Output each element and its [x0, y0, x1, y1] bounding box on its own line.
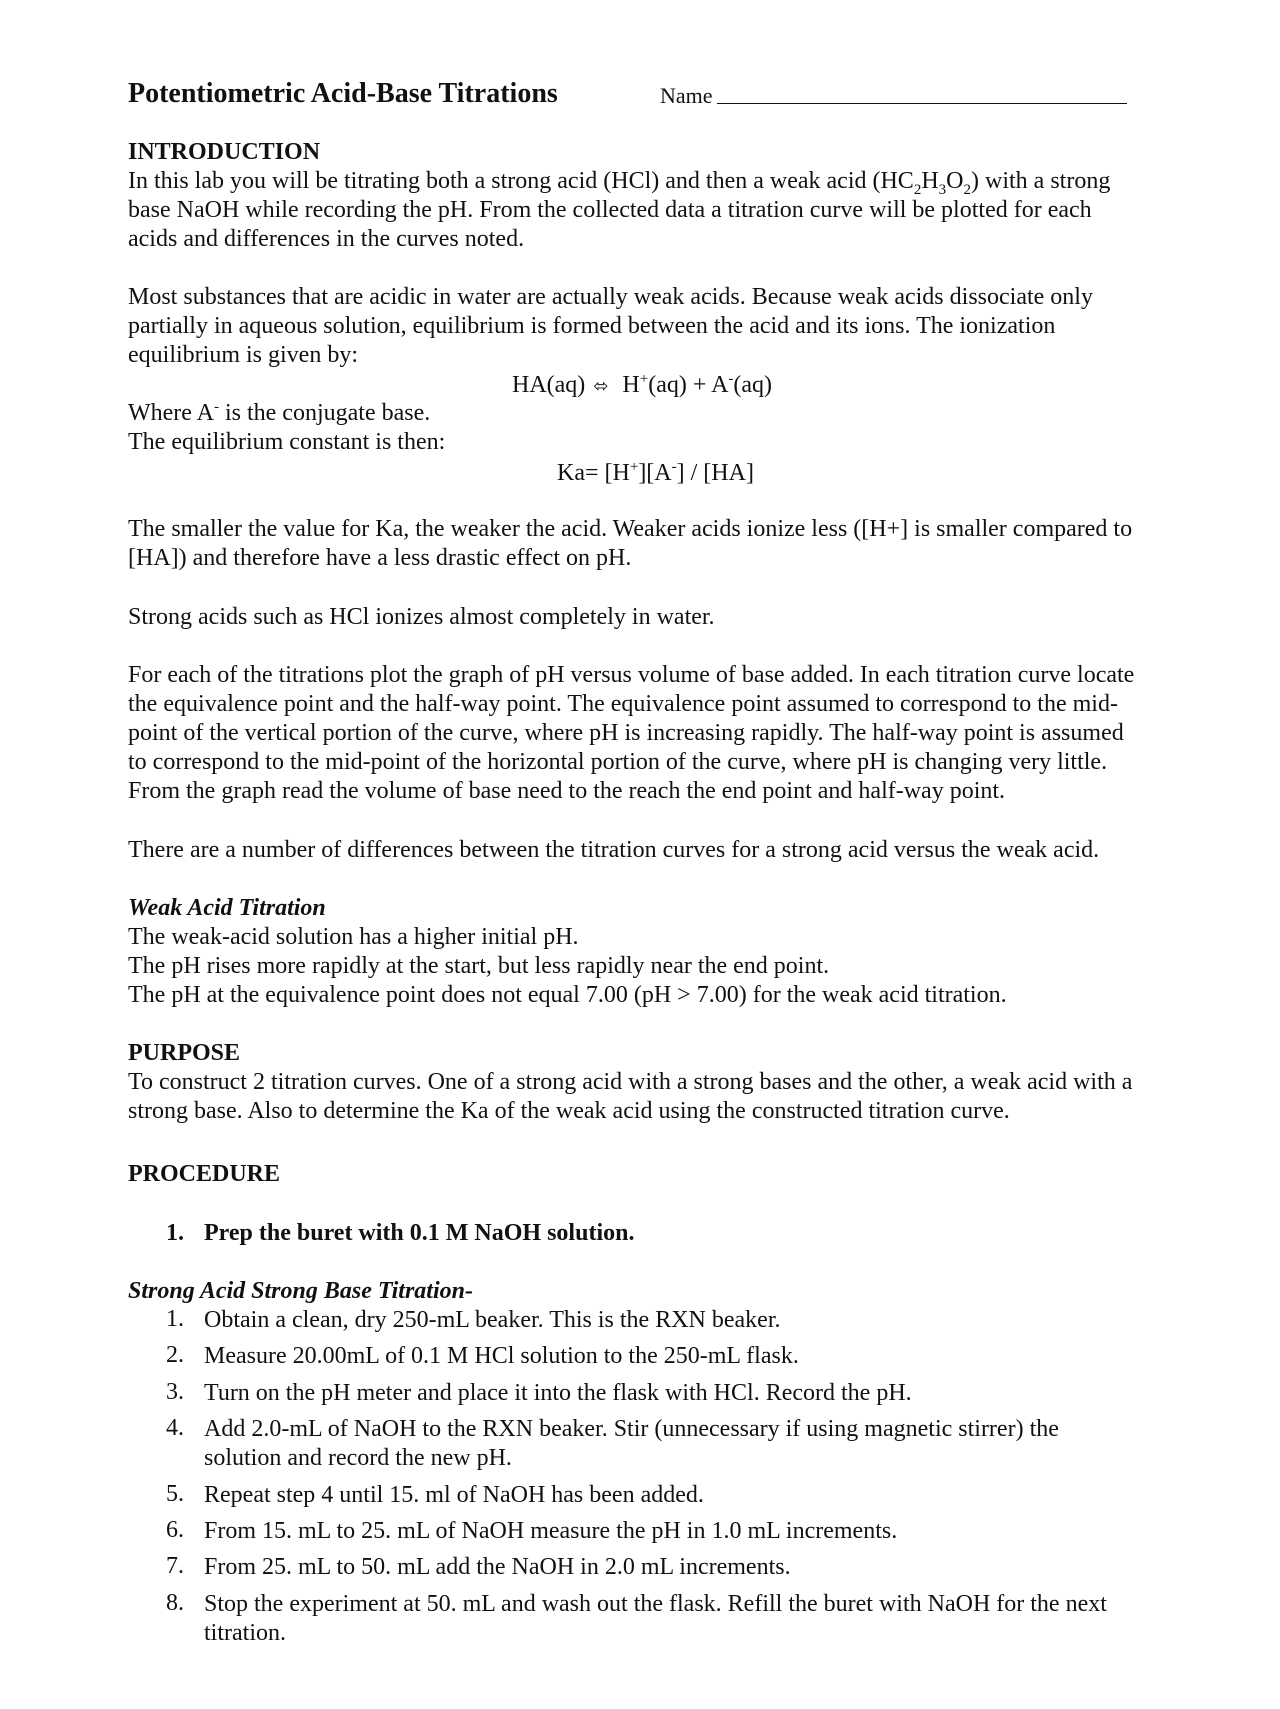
weak-acid-line1: The weak-acid solution has a higher initial pH.	[128, 924, 579, 950]
document-title: Potentiometric Acid-Base Titrations	[128, 78, 558, 109]
intro-p5-line5: From the graph read the volume of base need to the reach the end point and half-way point.	[128, 778, 1006, 804]
name-label: Name	[660, 83, 713, 108]
procedure-item-7-text: From 25. mL to 50. mL add the NaOH in 2.0 mL increments.	[204, 1554, 791, 1580]
intro-p3-line2: [HA]) and therefore have a less drastic effect on pH.	[128, 545, 632, 571]
procedure-item-1-number: 1.	[166, 1306, 184, 1332]
purpose-heading: PURPOSE	[128, 1040, 241, 1066]
conjugate-base-line: Where A- is the conjugate base.	[128, 399, 431, 426]
strong-acid-subheading: Strong Acid Strong Base Titration-	[128, 1278, 473, 1304]
procedure-item-4-number: 4.	[166, 1415, 184, 1441]
procedure-item-2-number: 2.	[166, 1342, 184, 1368]
weak-acid-heading: Weak Acid Titration	[128, 895, 326, 921]
intro-paragraph-1	[128, 167, 1208, 254]
procedure-item-8-text-line1: Stop the experiment at 50. mL and wash out the flask. Refill the buret with NaOH for the next	[204, 1591, 1107, 1617]
procedure-item-7-number: 7.	[166, 1553, 184, 1579]
intro-paragraph-3	[128, 515, 1208, 573]
intro-p1-line3: acids and differences in the curves noted.	[128, 226, 525, 252]
procedure-heading: PROCEDURE	[128, 1161, 281, 1187]
intro-paragraph-6: There are a number of differences between the titration curves for a strong acid versus the weak acid.	[128, 837, 1100, 863]
intro-p1-line1: In this lab you will be titrating both a strong acid (HCl) and then a weak acid $(HC_2H_3O_2)$ with a strong	[128, 168, 1111, 198]
procedure-item-8-number: 8.	[166, 1590, 184, 1616]
weak-acid-line2: The pH rises more rapidly at the start, but less rapidly near the end point.	[128, 953, 830, 979]
procedure-item-8-text-line2: titration.	[204, 1620, 286, 1646]
weak-acid-line3: The pH at the equivalence point does not equal 7.00 (pH > 7.00) for the weak acid titration.	[128, 982, 1007, 1008]
ionization-equation: HA(aq) ⬄ H+(aq) + A-(aq)	[512, 371, 773, 398]
procedure-item-6-number: 6.	[166, 1517, 184, 1543]
purpose-paragraph	[128, 1068, 1208, 1126]
intro-p5-line2: the equivalence point and the half-way point. The equivalence point assumed to correspond to the mid-	[128, 691, 1118, 717]
intro-p2-line3: equilibrium is given by:	[128, 342, 358, 368]
procedure-item-6-text: From 15. mL to 25. mL of NaOH measure the pH in 1.0 mL increments.	[204, 1518, 898, 1544]
purpose-line1: To construct 2 titration curves. One of a strong acid with a strong bases and the other, a weak acid with a	[128, 1069, 1133, 1095]
purpose-line2: strong base. Also to determine the Ka of the weak acid using the constructed titration curve.	[128, 1098, 1010, 1124]
intro-p5-line3: point of the vertical portion of the curve, where pH is increasing rapidly. The half-way point is assumed	[128, 720, 1124, 746]
procedure-item-3-text: Turn on the pH meter and place it into the flask with HCl. Record the pH.	[204, 1380, 912, 1406]
intro-p3-line1: The smaller the value for Ka, the weaker the acid. Weaker acids ionize less ([H+] is smaller compared to	[128, 516, 1133, 542]
equilibrium-constant-line: The equilibrium constant is then:	[128, 429, 446, 455]
weak-acid-list	[128, 923, 1208, 1010]
equilibrium-arrow-icon: ⬄	[593, 376, 609, 397]
procedure-item-4-text-line1: Add 2.0-mL of NaOH to the RXN beaker. Stir (unnecessary if using magnetic stirrer) the	[204, 1416, 1059, 1442]
intro-p5-line4: to correspond to the mid-point of the horizontal portion of the curve, where pH is changing very little.	[128, 749, 1108, 775]
procedure-item-2-text: Measure 20.00mL of 0.1 M HCl solution to the 250-mL flask.	[204, 1343, 799, 1369]
ka-equation: Ka= [H+][A-] / [HA]	[557, 459, 754, 486]
name-field-line	[717, 103, 1127, 104]
prep-step-text: Prep the buret with 0.1 M NaOH solution.	[204, 1220, 635, 1246]
intro-paragraph-4: Strong acids such as HCl ionizes almost completely in water.	[128, 604, 715, 630]
procedure-item-5-number: 5.	[166, 1481, 184, 1507]
procedure-item-4-text-line2: solution and record the new pH.	[204, 1445, 512, 1471]
introduction-heading: INTRODUCTION	[128, 139, 321, 165]
equation-left: HA(aq)	[512, 372, 586, 398]
procedure-item-5-text: Repeat step 4 until 15. ml of NaOH has been added.	[204, 1482, 704, 1508]
prep-step-number: 1.	[166, 1220, 184, 1246]
intro-paragraph-5	[128, 661, 1208, 806]
procedure-item-3-number: 3.	[166, 1379, 184, 1405]
intro-p2-line1: Most substances that are acidic in water are actually weak acids. Because weak acids dissociate only	[128, 284, 1093, 310]
intro-p5-line1: For each of the titrations plot the graph of pH versus volume of base added. In each titration curve locate	[128, 662, 1135, 688]
intro-paragraph-2	[128, 283, 1208, 370]
procedure-item-1-text: Obtain a clean, dry 250-mL beaker. This is the RXN beaker.	[204, 1307, 781, 1333]
intro-p1-line2: base NaOH while recording the pH. From the collected data a titration curve will be plotted for each	[128, 197, 1092, 223]
intro-p2-line2: partially in aqueous solution, equilibrium is formed between the acid and its ions. The ionization	[128, 313, 1056, 339]
